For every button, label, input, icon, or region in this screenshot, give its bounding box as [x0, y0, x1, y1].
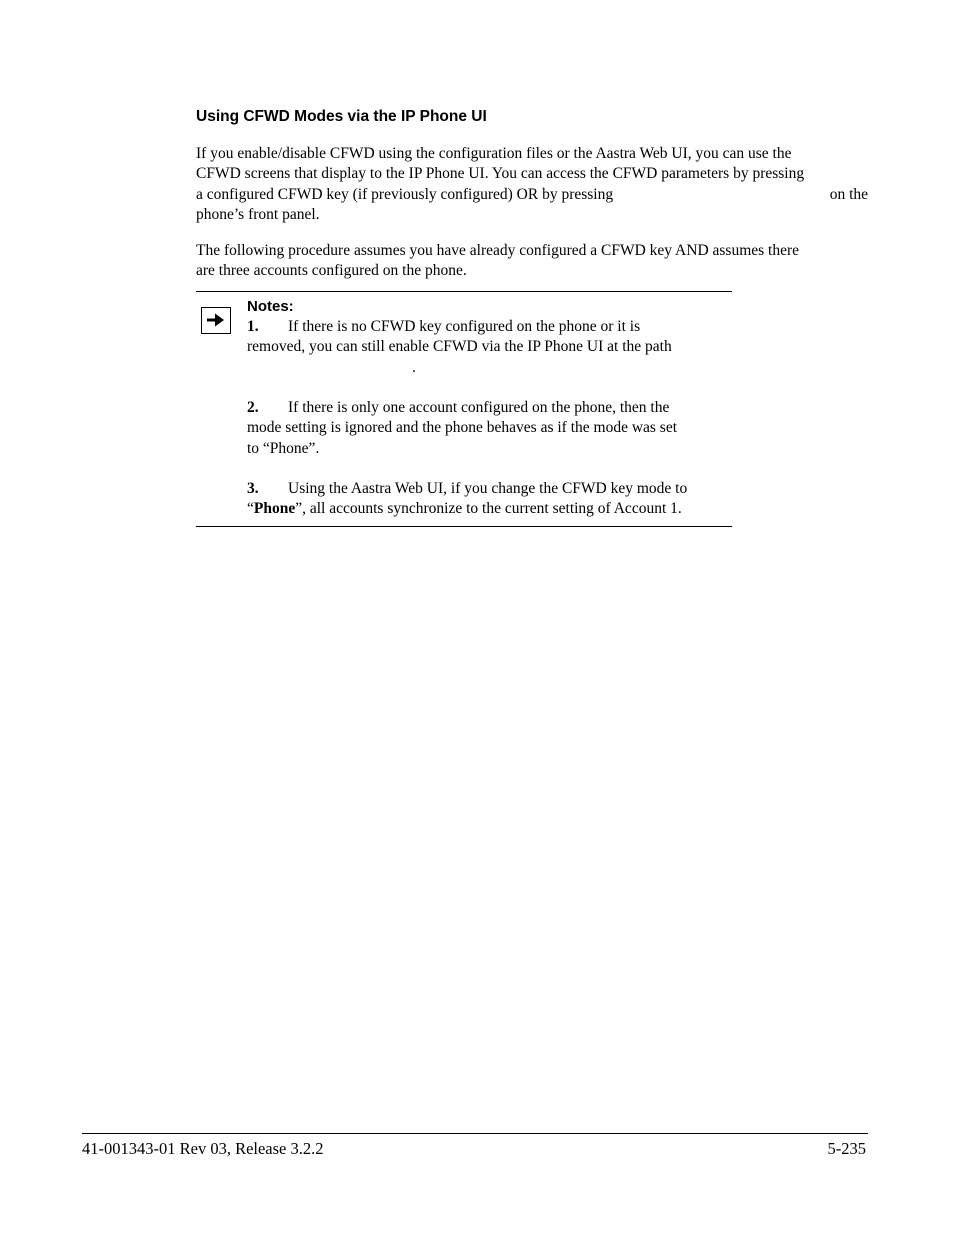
note-1-text-3: .: [412, 358, 416, 376]
note-1-number: 1.: [247, 318, 259, 335]
notes-bottom-rule: [196, 526, 732, 527]
note-2-text-1: If there is only one account configured on the phone, then the: [288, 399, 670, 416]
note-2-line-3: to “Phone”.: [247, 439, 320, 457]
note-3-open-quote: “: [247, 500, 254, 518]
note-3-number: 3.: [247, 480, 259, 497]
notes-title: Notes:: [247, 298, 294, 315]
note-3-bold-phone: Phone: [253, 500, 296, 518]
intro-line-2: CFWD screens that display to the IP Phone UI. You can access the CFWD parameters by pressing: [196, 165, 805, 183]
intro-line-3: [196, 185, 868, 205]
intro-line-4: phone’s front panel.: [196, 205, 320, 223]
note-2-number: 2.: [247, 399, 259, 416]
note-item-3: [247, 479, 732, 520]
note-1-line-3: [247, 358, 732, 378]
note-item-1: [247, 317, 732, 378]
note-2-line-1: [247, 398, 732, 418]
note-1-line-1: [247, 317, 732, 337]
footer-page-number: 5-235: [827, 1139, 866, 1158]
section-heading: Using CFWD Modes via the IP Phone UI: [196, 108, 487, 125]
note-arrow-icon: [201, 307, 231, 334]
procedure-line-1: The following procedure assumes you have already configured a CFWD key AND assumes there: [196, 242, 800, 259]
note-1-text-1: If there is no CFWD key configured on the phone or it is: [288, 318, 641, 335]
note-3-text-1: Using the Aastra Web UI, if you change the CFWD key mode to: [288, 480, 688, 497]
intro-line-3-left: a configured CFWD key (if previously configured) OR by pressing: [196, 185, 614, 203]
footer-doc-ref: 41-001343-01 Rev 03, Release 3.2.2: [82, 1139, 324, 1158]
note-2-line-2: mode setting is ignored and the phone behaves as if the mode was set: [247, 419, 678, 437]
procedure-line-2: are three accounts configured on the phone.: [196, 262, 467, 280]
note-3-text-2: ”, all accounts synchronize to the current setting of Account 1.: [295, 500, 682, 518]
notes-top-rule: [196, 291, 732, 292]
intro-line-3-right: on the: [829, 185, 868, 203]
footer-rule: [82, 1133, 868, 1134]
note-3-line-2: [247, 499, 732, 519]
intro-paragraph: [196, 144, 868, 225]
note-item-2: [247, 398, 732, 459]
procedure-paragraph: [196, 241, 868, 282]
note-1-line-2: removed, you can still enable CFWD via the IP Phone UI at the path: [247, 338, 672, 356]
intro-line-1: If you enable/disable CFWD using the configuration files or the Aastra Web UI, you can use the: [196, 145, 792, 162]
note-3-line-1: [247, 479, 732, 499]
